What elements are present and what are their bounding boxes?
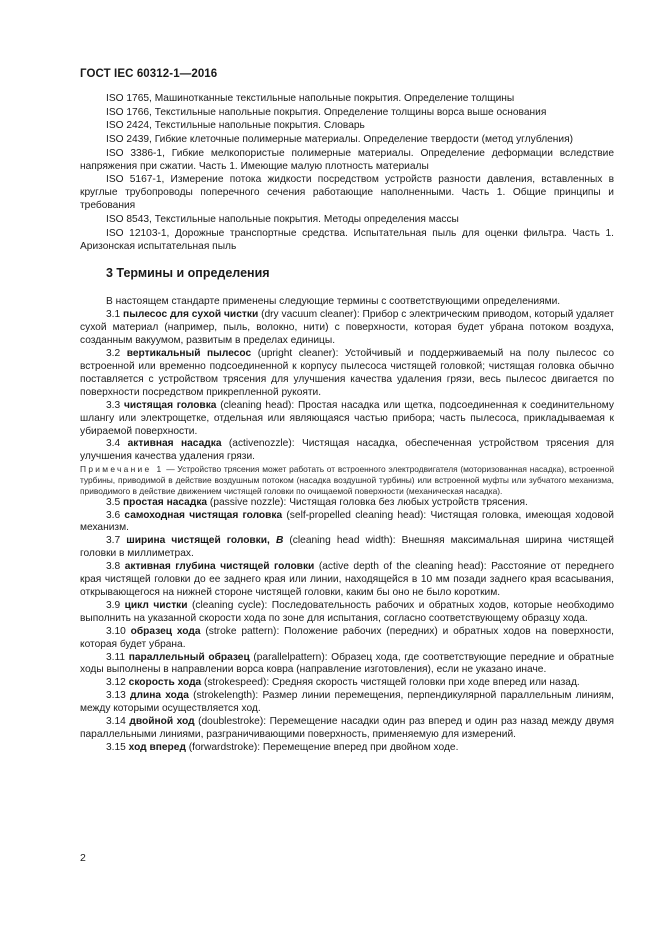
term-definition	[80, 535, 614, 561]
term-definition	[80, 600, 614, 626]
term-definition	[80, 742, 614, 755]
section-title: 3 Термины и определения	[106, 266, 270, 281]
reference-item: ISO 2424, Текстильные напольные покрытия. Словарь	[106, 120, 365, 132]
document-body	[80, 93, 614, 755]
term-text: (passive nozzle): Чистящая головка без любых устройств трясения.	[207, 496, 528, 508]
term-number: 3.4	[106, 438, 121, 450]
term-text: (cleaning cycle): Последовательность рабочих и обратных ходов, которые необходимо выполнить на указанной скорости хода по зоне для испытания, согласно соответствующему образцу хода.	[80, 599, 614, 624]
term-number: 3.3	[106, 399, 121, 411]
term-number: 3.14	[106, 716, 126, 728]
term-name: ширина чистящей головки,	[126, 535, 276, 547]
term-name: активная насадка	[127, 438, 222, 450]
term-number: 3.15	[106, 741, 126, 753]
term-name: активная глубина чистящей головки	[124, 561, 315, 573]
term-number: 3.2	[106, 348, 121, 360]
term-text: (doublestroke): Перемещение насадки один раз вперед и один раз назад между двумя параллельными линиями, разграничивающими поверхность, применяемую для измерений.	[80, 716, 614, 740]
reference-item: ISO 12103-1, Дорожные транспортные средства. Испытательная пыль для оценки фильтра. Часть 1. Аризонская испытательная пыль	[80, 227, 614, 252]
term-name: вертикальный пылесос	[126, 348, 252, 360]
term-name: цикл чистки	[124, 599, 188, 611]
term-number: 3.7	[106, 535, 121, 547]
term-number: 3.1	[106, 309, 121, 321]
document-header: ГОСТ IEC 60312-1—2016	[80, 68, 218, 80]
term-name: пылесос для сухой чистки	[123, 309, 259, 321]
term-definition	[80, 690, 614, 716]
term-text: (dry vacuum cleaner): Прибор с электрическим приводом, который удаляет сухой материал (например, пыль, волокно, нити) с поверхности, которая будет убрана потоком воздуха, созданным вакуумом, развитым в пределах единицы.	[80, 309, 614, 347]
term-text: (self-propelled cleaning head): Чистящая головка, имеющая ходовой механизм.	[80, 509, 614, 534]
page-number: 2	[80, 852, 86, 864]
reference-item: ISO 2439, Гибкие клеточные полимерные материалы. Определение твердости (метод углубления)	[106, 134, 574, 146]
term-number: 3.9	[106, 599, 121, 611]
term-name: простая насадка	[123, 496, 208, 508]
term-text: (activenozzle): Чистящая насадка, обеспеченная устройством трясения для улучшения качества удаления грязи.	[80, 438, 614, 463]
term-definition	[80, 716, 614, 742]
term-text: (upright cleaner): Устойчивый и поддерживаемый на полу пылесос со встроенной или временно подсоединенной к корпусу пылесоса чистящей головкой; чистящая головка обычно поставляется с устройством трясения для улучшения качества удаления грязи, весь пылесос двигается по поверхности посредством прикрепленной рукояти.	[80, 348, 614, 398]
term-text: (strokelength): Размер линии перемещения, перпендикулярной параллельным линиям, между которыми осуществляется ход.	[80, 690, 615, 715]
term-definition	[80, 626, 614, 652]
references-list	[80, 93, 614, 253]
note-label: Примечание 1	[80, 464, 164, 475]
term-symbol: B	[275, 535, 284, 547]
term-name: самоходная чистящая головка	[124, 509, 283, 521]
term-definition	[80, 497, 614, 510]
term-definition	[80, 510, 614, 536]
term-text: (active depth of the cleaning head): Расстояние от переднего края чистящей головки до ее заднего края или линии, находящейся в 10 мм позади заднего края всасывания, открывающегося на нижней стороне чистящей головки, каким бы оно не было коротким.	[80, 561, 614, 598]
reference-item: ISO 3386-1, Гибкие мелкопористые полимерные материалы. Определение деформации вследствие напряжения при сжатии. Часть 1. Имеющие малую плотность материалы	[80, 147, 614, 172]
term-name: скорость хода	[128, 677, 202, 689]
reference-item: ISO 1765, Машинотканные текстильные напольные покрытия. Определение толщины	[106, 93, 515, 104]
term-number: 3.13	[106, 690, 126, 702]
note	[80, 464, 614, 496]
term-number: 3.10	[106, 625, 126, 637]
term-number: 3.11	[106, 651, 126, 663]
term-definition	[80, 677, 614, 690]
term-number: 3.8	[106, 561, 121, 573]
term-definition	[80, 400, 614, 439]
term-text: (cleaning head): Простая насадка или щетка, подсоединенная к соединительному шлангу или электрощетке, отдельная или являющаяся частью прибора; часть пылесоса, прикладываемая к убираемой поверхности.	[80, 399, 614, 437]
section-intro: В настоящем стандарте применены следующие термины с соответствующими определениями.	[106, 296, 561, 308]
term-text: (stroke pattern): Положение рабочих (передних) и обратных ходов на поверхности, которая будет убрана.	[80, 625, 614, 650]
term-text: (parallelpattern): Образец хода, где соответствующие передние и обратные ходы выполнены в направлении ворса ковра (направление изготовления), если не указано иначе.	[80, 651, 614, 676]
term-text: (cleaning head width): Внешняя максимальная ширина чистящей головки в миллиметрах.	[80, 535, 614, 560]
term-definition	[80, 309, 614, 348]
term-definition	[80, 652, 614, 678]
term-name: параллельный образец	[128, 651, 250, 663]
term-number: 3.12	[106, 677, 126, 689]
term-definition	[80, 348, 614, 400]
term-text: (strokespeed): Средняя скорость чистящей головки при ходе вперед или назад.	[201, 677, 580, 689]
term-number: 3.5	[106, 496, 121, 508]
term-number: 3.6	[106, 509, 121, 521]
term-name: образец хода	[130, 625, 201, 637]
reference-item: ISO 8543, Текстильные напольные покрытия. Методы определения массы	[106, 213, 459, 225]
term-definition	[80, 561, 614, 600]
term-name: длина хода	[130, 690, 189, 702]
term-name: ход вперед	[128, 741, 186, 753]
reference-item: ISO 1766, Текстильные напольные покрытия. Определение толщины ворса выше основания	[106, 106, 547, 118]
term-text: (forwardstroke): Перемещение вперед при двойном ходе.	[185, 741, 459, 753]
term-name: чистящая головка	[123, 399, 217, 411]
reference-item: ISO 5167-1, Измерение потока жидкости посредством устройств разности давления, вставленных в круглые трубопроводы поперечного сечения работающие наполненными. Часть 1. Общие принципы и требования	[80, 174, 614, 212]
note-text: — Устройство трясения может работать от встроенного электродвигателя (моторизованная насадка), встроенной турбины, приводимой в действие воздушным потоком (насадка воздушной турбины) или встроенной муфты или зубчатого механизма, приводимого в действие движением чистящей головки по очищаемой поверхности (механическая насадка).	[80, 464, 614, 496]
term-name: двойной ход	[129, 716, 195, 728]
term-definition	[80, 438, 614, 464]
